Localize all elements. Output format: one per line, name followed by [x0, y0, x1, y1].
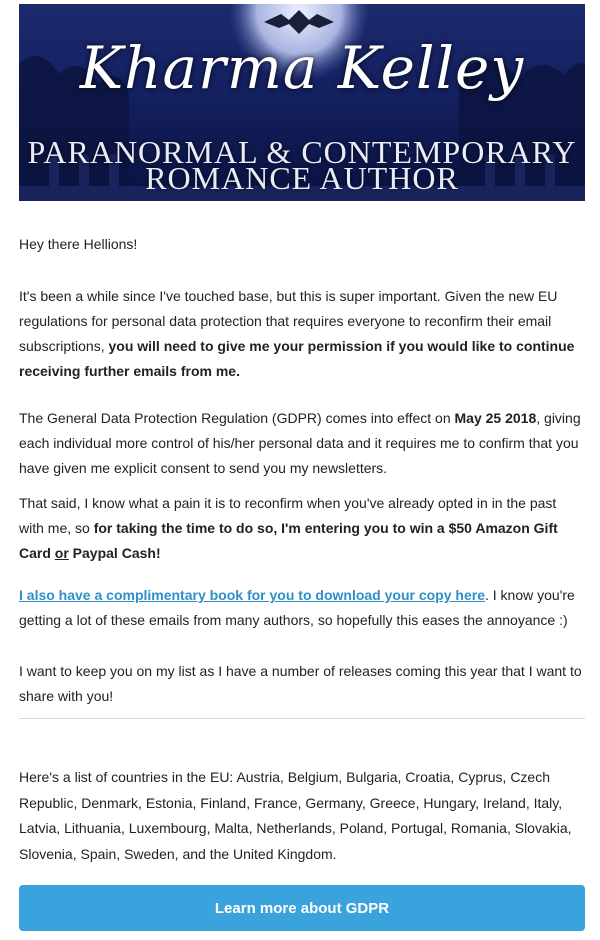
section-divider: [19, 718, 585, 719]
author-genre-line1: PARANORMAL & CONTEMPORARY: [27, 134, 577, 170]
paragraph-book: [19, 583, 585, 633]
intro-text: It's been a while since I've touched base, but this is super important. Given the new EU regulations for personal data protection that requires everyone to reconfirm their email subscriptions,: [19, 288, 558, 354]
paragraph-gdpr: [19, 406, 585, 481]
gdpr-text-b: , giving each individual more control of his/her personal data and it requires me to confirm that you have given me explicit consent to send you my newsletters.: [19, 410, 581, 476]
giveaway-or-underlined: or: [54, 545, 69, 561]
header-banner: [19, 4, 585, 201]
giveaway-bold-b: Paypal Cash!: [68, 545, 161, 561]
giveaway-bold-a: for taking the time to do so, I'm entering you to win a $50 Amazon Gift Card: [19, 520, 558, 561]
author-genre-line2: ROMANCE AUTHOR: [145, 160, 459, 196]
author-name-title: Kharma Kelley: [79, 34, 525, 102]
eu-countries-list: Here's a list of countries in the EU: Austria, Belgium, Bulgaria, Croatia, Cyprus, Czech Republic, Denmark, Estonia, Finland, France, Germany, Greece, Hungary, Ireland, Italy, Latvia, Lithuania, Luxembourg, Malta, Netherlands, Poland, Portugal, Romania, Slovakia, Slovenia, Spain, Sweden, and the United Kingdom.: [19, 769, 572, 862]
greeting: Hey there Hellions!: [19, 236, 138, 252]
paragraph-releases: I want to keep you on my list as I have a number of releases coming this year that I want to share with you!: [19, 663, 582, 704]
giveaway-text: That said, I know what a pain it is to reconfirm when you've already opted in in the past with me, so: [19, 495, 557, 536]
learn-more-gdpr-button[interactable]: Learn more about GDPR: [19, 885, 585, 931]
book-text: . I know you're getting a lot of these emails from many authors, so hopefully this eases the annoyance :): [19, 587, 575, 628]
gdpr-date-bold: May 25 2018: [454, 410, 537, 426]
gdpr-text-a: The General Data Protection Regulation (GDPR) comes into effect on: [19, 410, 455, 426]
paragraph-intro: [19, 284, 585, 384]
download-book-link[interactable]: I also have a complimentary book for you to download your copy here: [19, 587, 485, 603]
intro-permission-bold: you will need to give me your permission if you would like to continue receiving further emails from me.: [19, 338, 575, 379]
paragraph-giveaway: [19, 491, 585, 566]
